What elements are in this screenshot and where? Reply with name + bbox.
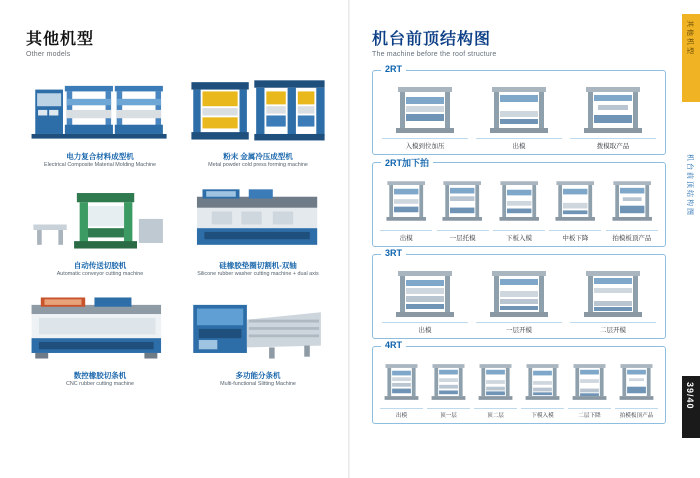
machine-name-en: Automatic conveyor cutting machine: [56, 271, 144, 278]
press-frame-4rt-icon: [425, 359, 472, 405]
step-label: 拍模板顶产品: [606, 230, 658, 242]
press-frame-icon: [378, 175, 434, 227]
machine-card: [184, 289, 332, 394]
side-tab-top-label: 其他机型: [686, 20, 693, 56]
step-label: 出模: [382, 322, 468, 334]
press-frame-3rt-open2-icon: [566, 267, 660, 319]
side-tab-mid-label: 机台前顶结构图: [686, 154, 693, 217]
step-row: [378, 83, 660, 150]
machine-name-en: Silicone rubber washer cutting machine + dual axis: [197, 271, 319, 278]
step-item: [378, 175, 434, 242]
machine-name-en: Multi-functional Slitting Machine: [220, 380, 296, 387]
step-item: [491, 175, 547, 242]
panel-tag: 2RT: [381, 64, 406, 74]
step-row: [378, 359, 660, 419]
side-tab-top: [682, 14, 700, 102]
side-tab: [682, 0, 700, 478]
press-frame-3rt-icon: [378, 267, 472, 319]
step-item: [519, 359, 566, 419]
panel-2rt: [372, 64, 666, 155]
page-number-tab: [682, 376, 700, 438]
step-item: [566, 359, 613, 419]
step-item: [566, 83, 660, 150]
machine-name-cn: 数控橡胶切条机: [73, 370, 127, 380]
press-frame-icon: [604, 175, 660, 227]
press-frame-open-icon: [472, 83, 566, 135]
panel-4rt: [372, 340, 666, 424]
step-label: 出模: [380, 408, 423, 419]
press-frame-4rt-icon: [519, 359, 566, 405]
press-frame-eject-icon: [566, 83, 660, 135]
step-item: [472, 359, 519, 419]
step-item: [425, 359, 472, 419]
step-label: 拨模取产品: [570, 138, 656, 150]
cold-press-machine-yellow-icon: [184, 70, 332, 148]
press-frame-4rt-icon: [472, 359, 519, 405]
press-frame-4rt-icon: [378, 359, 425, 405]
step-item: [472, 267, 566, 334]
step-label: 二层开模: [570, 322, 656, 334]
page-number: 39/40: [685, 382, 695, 410]
panel-tag: 2RT加下拍: [381, 156, 433, 169]
step-label: 下模入模: [521, 408, 564, 419]
panel-2rt-lower: [372, 158, 666, 247]
washer-cutting-machine-dual-axis-icon: [184, 179, 332, 257]
press-frame-icon: [378, 83, 472, 135]
structure-subtitle: The machine before the roof structure: [372, 51, 497, 58]
machine-card: [26, 289, 174, 394]
panel-3rt: [372, 248, 666, 339]
page-title: 其他机型: [26, 31, 95, 48]
machine-card: [26, 179, 174, 284]
step-item: [472, 83, 566, 150]
machine-card: [184, 70, 332, 175]
press-frame-icon: [547, 175, 603, 227]
machine-name-cn: 多功能分条机: [235, 370, 281, 380]
press-frame-4rt-eject-icon: [613, 359, 660, 405]
step-label: 下板入模: [493, 230, 545, 242]
step-label: 出模: [476, 138, 562, 150]
step-item: [434, 175, 490, 242]
machine-grid: [26, 70, 332, 394]
step-label: 顶二层: [474, 408, 517, 419]
cnc-rubber-strip-cutter-icon: [26, 289, 174, 367]
step-label: 出模: [380, 230, 432, 242]
machine-name-cn: 粉末 金属冷压成型机: [223, 152, 293, 161]
step-row: [378, 175, 660, 242]
step-item: [566, 267, 660, 334]
right-page: [350, 0, 682, 478]
conveyor-cutting-machine-green-icon: [26, 179, 174, 257]
press-frame-icon: [434, 175, 490, 227]
machine-name-cn: 自动传送切胶机: [73, 261, 127, 271]
machine-card: [26, 70, 174, 175]
machine-name-cn: 电力复合材料成型机: [66, 152, 134, 161]
step-item: [378, 267, 472, 334]
hydraulic-press-machine-blue-icon: [26, 70, 174, 148]
step-label: 一层托模: [437, 230, 489, 242]
machine-name-en: CNC rubber cutting machine: [65, 380, 134, 387]
step-row: [378, 267, 660, 334]
press-frame-icon: [491, 175, 547, 227]
structure-title: 机台前顶结构图: [372, 31, 492, 48]
page-subtitle: Other models: [26, 51, 71, 58]
machine-name-en: Electrical Composite Material Molding Machine: [43, 162, 157, 168]
side-tab-mid: [682, 150, 700, 270]
step-label: 一层开模: [476, 322, 562, 334]
panel-tag: 4RT: [381, 340, 406, 350]
step-label: 拍模板顶产品: [615, 408, 658, 419]
machine-name-cn: 硅橡胶垫圈切割机-双轴: [219, 261, 297, 271]
step-item: [604, 175, 660, 242]
step-label: 顶一层: [427, 408, 470, 419]
panel-tag: 3RT: [381, 248, 406, 258]
step-item: [378, 359, 425, 419]
step-item: [547, 175, 603, 242]
step-item: [613, 359, 660, 419]
step-label: 入模到位加压: [382, 138, 468, 150]
press-frame-3rt-open1-icon: [472, 267, 566, 319]
multifunction-slitting-machine-icon: [184, 289, 332, 367]
step-item: [378, 83, 472, 150]
step-label: 二层下降: [568, 408, 611, 419]
press-frame-4rt-icon: [566, 359, 613, 405]
step-label: 中板下降: [549, 230, 601, 242]
machine-card: [184, 179, 332, 284]
machine-name-en: Metal powder cold press forming machine: [208, 162, 308, 168]
